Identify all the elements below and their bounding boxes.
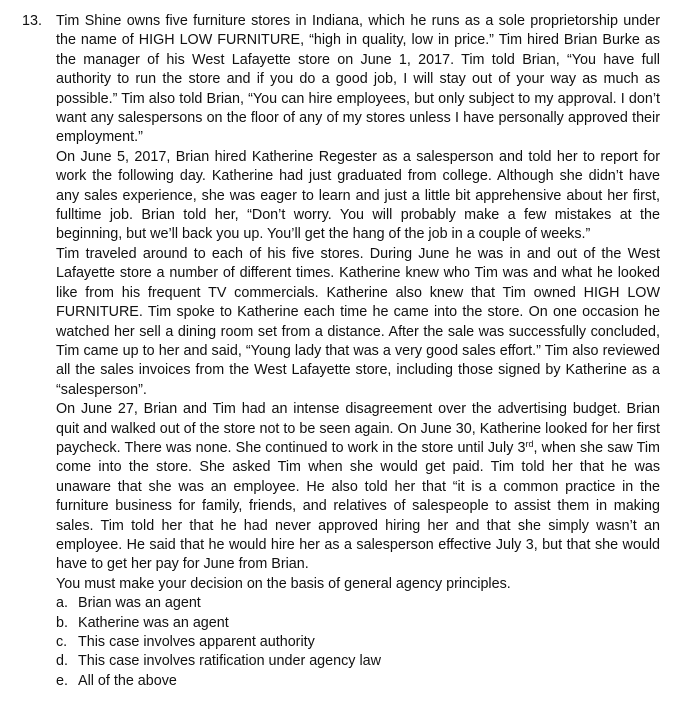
choice-text: This case involves ratification under agency law <box>78 653 381 670</box>
paragraph-2: On June 5, 2017, Brian hired Katherine Regester as a salesperson and told her to report for work the following day. Katherine had just graduated from college. Although she didn’t have any sales experience, she was eager to learn and just a little bit apprehensive about her first, fulltime job. Brian told her, “Don’t worry. You will probably make a few mistakes at the beginning, but we’ll back you up. You’ll get the hang of the job in a couple of weeks.” <box>56 148 660 243</box>
choice-b[interactable] <box>56 614 660 633</box>
choice-letter: a. <box>56 595 68 612</box>
question-number: 13. <box>22 13 42 29</box>
choice-letter: e. <box>56 672 68 689</box>
question-body <box>56 12 660 691</box>
ordinal-suffix: rd <box>525 438 534 449</box>
choice-d[interactable] <box>56 652 660 671</box>
answer-choices <box>56 594 660 691</box>
choice-text: This case involves apparent authority <box>78 634 315 650</box>
choice-text: Brian was an agent <box>78 595 201 612</box>
choice-e[interactable] <box>56 672 660 691</box>
paragraph-3: Tim traveled around to each of his five stores. During June he was in and out of the West Lafayette store a number of different times. Katherine knew who Tim was and what he looked like from his frequent TV commercials. Katherine also knew that Tim owned HIGH LOW FURNITURE. Tim spoke to Katherine each time he came into the store. On one occasion he watched her sell a dining room set from a distance. After the sale was successfully concluded, Tim came up to her and said, “Young lady that was a very good sales effort.” Tim also reviewed all the sales invoices from the West Lafayette store, including those signed by Katherine as a “salesperson”. <box>56 245 660 398</box>
paragraph-4-part-2: , when she saw Tim come into the store. She asked Tim when she would get paid. Tim told her that he was unaware that she was an employee. He also told her that “it is a common practice in the furniture business for family, friends, and relatives of salespeople to assist them in making sales. Tim told her that he had never approved hiring her and that she simply wasn’t an employee. He said that he would hire her as a salesperson effective July 3, but that she would have to get her pay for June from Brian. <box>56 439 660 573</box>
choice-letter: d. <box>56 653 68 670</box>
paragraph-4-part-1: On June 27, Brian and Tim had an intense disagreement over the advertising budget. Brian quit and walked out of the store not to be seen again. On June 30, Katherine looked for her first paycheck. There was none. She continued to work in the store until July 3 <box>56 401 660 456</box>
paragraph-1: Tim Shine owns five furniture stores in Indiana, which he runs as a sole proprietorship under the name of HIGH LOW FURNITURE, “high in quality, low in price.” Tim hired Brian Burke as the manager of his West Lafayette store on June 1, 2017. Tim told Brian, “You have full authority to run the store and if you do a good job, I will stay out of your way as much as possible.” Tim also told Brian, “You can hire employees, but only subject to my approval. I don’t want any salespersons on the floor of any of my stores unless I have personally approved their employment.” <box>56 13 660 146</box>
choice-letter: c. <box>56 634 68 650</box>
choice-letter: b. <box>56 614 68 631</box>
choice-c[interactable] <box>56 633 660 652</box>
paragraph-4 <box>56 400 660 575</box>
choice-a[interactable] <box>56 594 660 613</box>
choice-text: All of the above <box>78 672 177 689</box>
choice-text: Katherine was an agent <box>78 614 229 631</box>
instruction-line: You must make your decision on the basis of general agency principles. <box>56 575 511 592</box>
